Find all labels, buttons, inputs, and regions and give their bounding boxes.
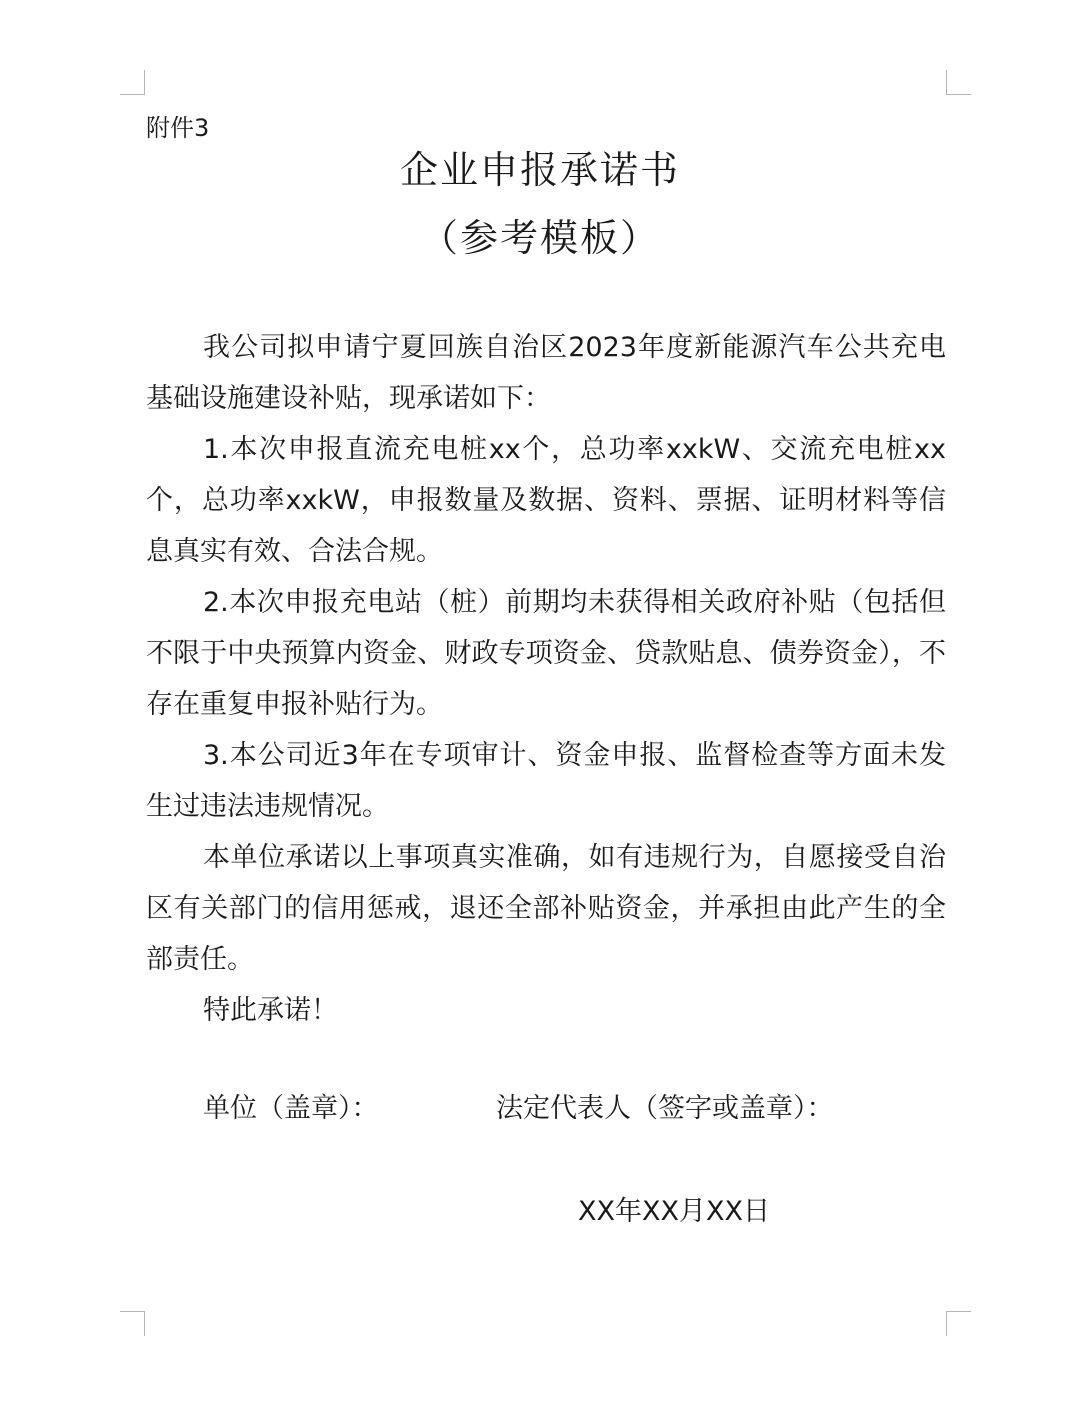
paragraph-intro: 我公司拟申请宁夏回族自治区2023年度新能源汽车公共充电基础设施建设补贴，现承诺如下： (146, 332, 946, 414)
paragraph-item-1: 1.本次申报直流充电桩xx个，总功率xxkW、交流充电桩xx个，总功率xxkW，申报数量及数据、资料、票据、证明材料等信息真实有效、合法合规。 (146, 434, 946, 567)
paragraph-closing: 特此承诺！ (203, 995, 338, 1026)
paragraph-commitment: 本单位承诺以上事项真实准确，如有违规行为，自愿接受自治区有关部门的信用惩戒，退还全部补贴资金，并承担由此产生的全部责任。 (146, 842, 946, 975)
legal-representative-label: 法定代表人（签字或盖章）： (496, 1093, 834, 1124)
attachment-label: 附件3 (146, 114, 210, 142)
crop-mark-bottom-left (120, 1311, 145, 1336)
unit-seal-label: 单位（盖章）： (203, 1093, 379, 1124)
document-title: 企业申报承诺书 (399, 148, 680, 192)
signature-date: XX年XX月XX日 (578, 1196, 770, 1227)
crop-mark-top-right (946, 70, 971, 95)
paragraph-item-3: 3.本公司近3年在专项审计、资金申报、监督检查等方面未发生过违法违规情况。 (146, 740, 946, 822)
paragraph-item-2: 2.本次申报充电站（桩）前期均未获得相关政府补贴（包括但不限于中央预算内资金、财政专项资金、贷款贴息、债券资金），不存在重复申报补贴行为。 (146, 587, 946, 720)
document-body (146, 322, 946, 1036)
crop-mark-bottom-right (946, 1311, 971, 1336)
crop-mark-top-left (120, 70, 145, 95)
document-subtitle: （参考模板） (419, 216, 660, 260)
